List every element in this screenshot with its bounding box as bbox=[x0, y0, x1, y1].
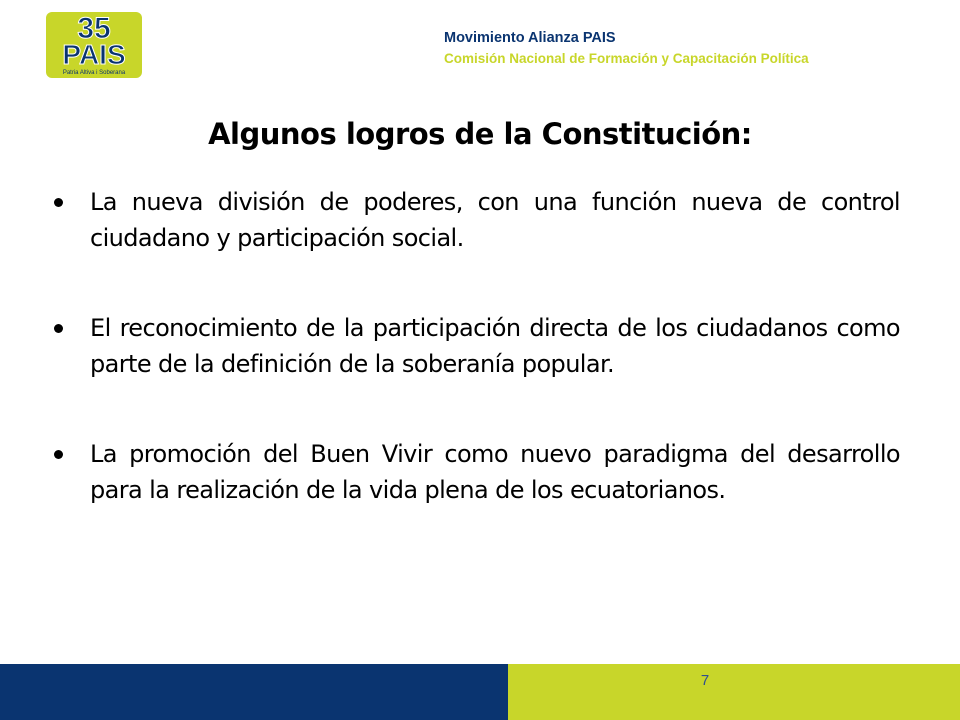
footer-bar-green bbox=[508, 664, 960, 720]
logo-tagline: Patria Altiva i Soberana bbox=[62, 70, 126, 76]
logo-name: PAIS bbox=[62, 39, 126, 70]
bullet-text: El reconocimiento de la participación directa de los ciudadanos como parte de la definición de la soberanía popular. bbox=[90, 314, 900, 378]
bullet-item bbox=[52, 310, 900, 382]
page-number: 7 bbox=[700, 672, 710, 689]
logo-number: 35 bbox=[77, 12, 111, 45]
bullet-text: La promoción del Buen Vivir como nuevo paradigma del desarrollo para la realización de la vida plena de los ecuatorianos. bbox=[90, 440, 900, 504]
footer-bar-blue bbox=[0, 664, 508, 720]
bullet-dot-icon bbox=[54, 324, 63, 333]
pais-logo bbox=[42, 10, 146, 80]
bullet-text: La nueva división de poderes, con una función nueva de control ciudadano y participación social. bbox=[90, 188, 900, 252]
bullet-item bbox=[52, 184, 900, 256]
bullet-dot-icon bbox=[54, 450, 63, 459]
organization-name: Movimiento Alianza PAIS bbox=[444, 30, 616, 46]
bullet-dot-icon bbox=[54, 198, 63, 207]
bullet-item bbox=[52, 436, 900, 508]
bullet-list bbox=[52, 184, 900, 508]
commission-name: Comisión Nacional de Formación y Capacitación Política bbox=[444, 51, 809, 66]
slide-title: Algunos logros de la Constitución: bbox=[208, 117, 752, 151]
